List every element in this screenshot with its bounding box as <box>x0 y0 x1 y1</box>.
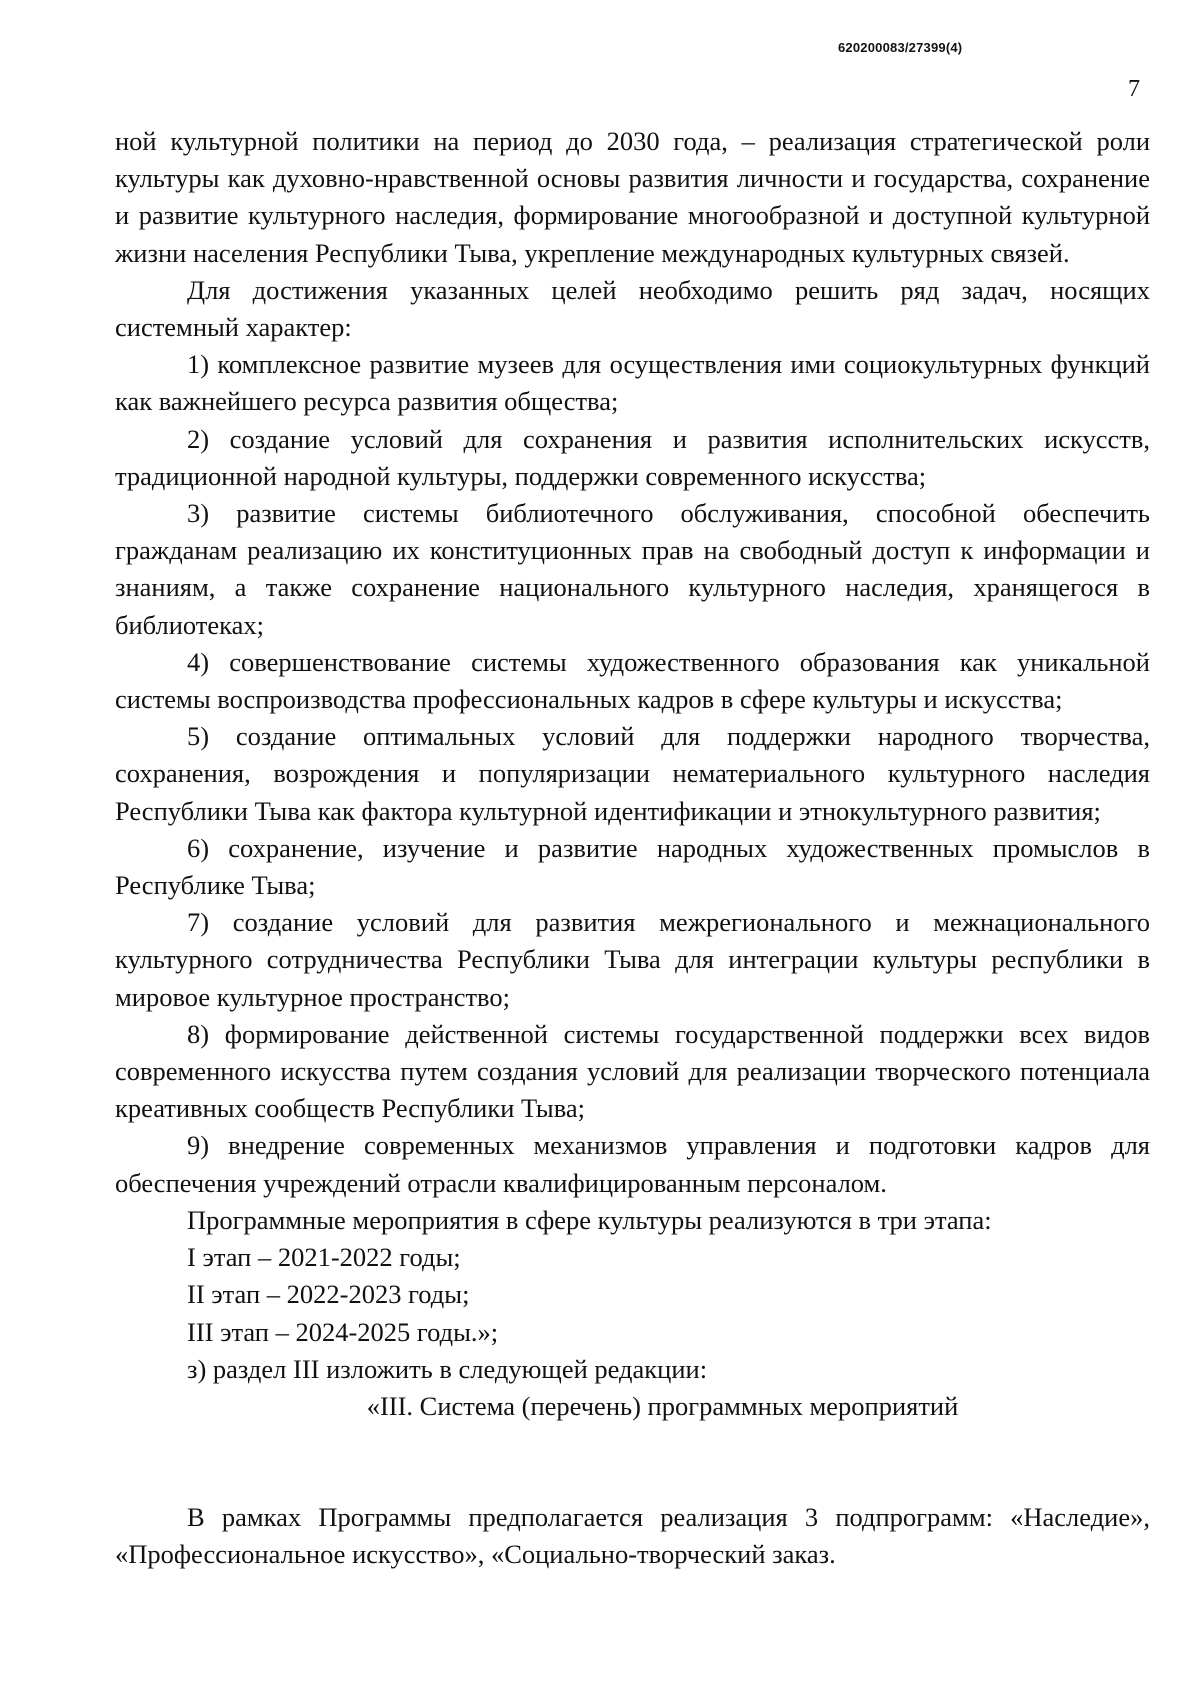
task-item-5: 5) создание оптимальных условий для поддержки народного творчества, сохранения, возрождения и популяризации нематериального культурного наследия Республики Тыва как фактора культурной идентификации и этнокультурного развития; <box>115 721 1150 826</box>
section-heading: «III. Система (перечень) программных мероприятий <box>366 1390 959 1421</box>
stage-item-1: I этап – 2021-2022 годы; <box>187 1242 461 1273</box>
task-item-2: 2) создание условий для сохранения и развития исполнительских искусств, традиционной народной культуры, поддержки современного искусства; <box>115 423 1150 491</box>
task-item-9: 9) внедрение современных механизмов управления и подготовки кадров для обеспечения учреждений отрасли квалифицированным персоналом. <box>115 1130 1150 1198</box>
task-item-4: 4) совершенствование системы художественного образования как уникальной системы воспроизводства профессиональных кадров в сфере культуры и искусства; <box>115 646 1150 715</box>
stage-item-3: III этап – 2024-2025 годы.»; <box>187 1316 499 1347</box>
task-item-6: 6) сохранение, изучение и развитие народных художественных промыслов в Республике Тыва; <box>115 832 1150 901</box>
stage-item-2: II этап – 2022-2023 годы; <box>187 1279 470 1310</box>
task-item-3: 3) развитие системы библиотечного обслуживания, способной обеспечить гражданам реализацию их конституционных прав на свободный доступ к информации и знаниям, а также сохранение национального культурного наследия, хранящегося в библиотеках; <box>115 498 1150 640</box>
paragraph-section-amendment: з) раздел III изложить в следующей редакции: <box>187 1353 708 1384</box>
document-number: 620200083/27399(4) <box>838 40 963 55</box>
paragraph-subprograms: В рамках Программы предполагается реализация 3 подпрограмм: «Наследие», «Профессиональное искусство», «Социально-творческий заказ. <box>115 1502 1150 1570</box>
task-item-8: 8) формирование действенной системы государственной поддержки всех видов современного искусства путем создания условий для реализации творческого потенциала креативных сообществ Республики Тыва; <box>115 1018 1150 1124</box>
paragraph-stages-intro: Программные мероприятия в сфере культуры реализуются в три этапа: <box>187 1204 992 1235</box>
paragraph-tasks-intro: Для достижения указанных целей необходимо решить ряд задач, носящих системный характер: <box>115 274 1150 343</box>
document-body <box>115 123 1150 1574</box>
task-item-7: 7) создание условий для развития межрегионального и межнационального культурного сотрудничества Республики Тыва для интеграции культуры республики в мировое культурное пространство; <box>115 907 1150 1012</box>
task-item-1: 1) комплексное развитие музеев для осуществления ими социокультурных функций как важнейшего ресурса развития общества; <box>115 349 1150 417</box>
paragraph-intro: ной культурной политики на период до 2030 года, – реализация стратегической роли культуры как духовно-нравственной основы развития личности и государства, сохранение и развитие культурного наследия, формирование многообразной и доступной культурной жизни населения Республики Тыва, укрепление международных культурных связей. <box>115 126 1150 268</box>
page-number: 7 <box>1128 76 1140 102</box>
